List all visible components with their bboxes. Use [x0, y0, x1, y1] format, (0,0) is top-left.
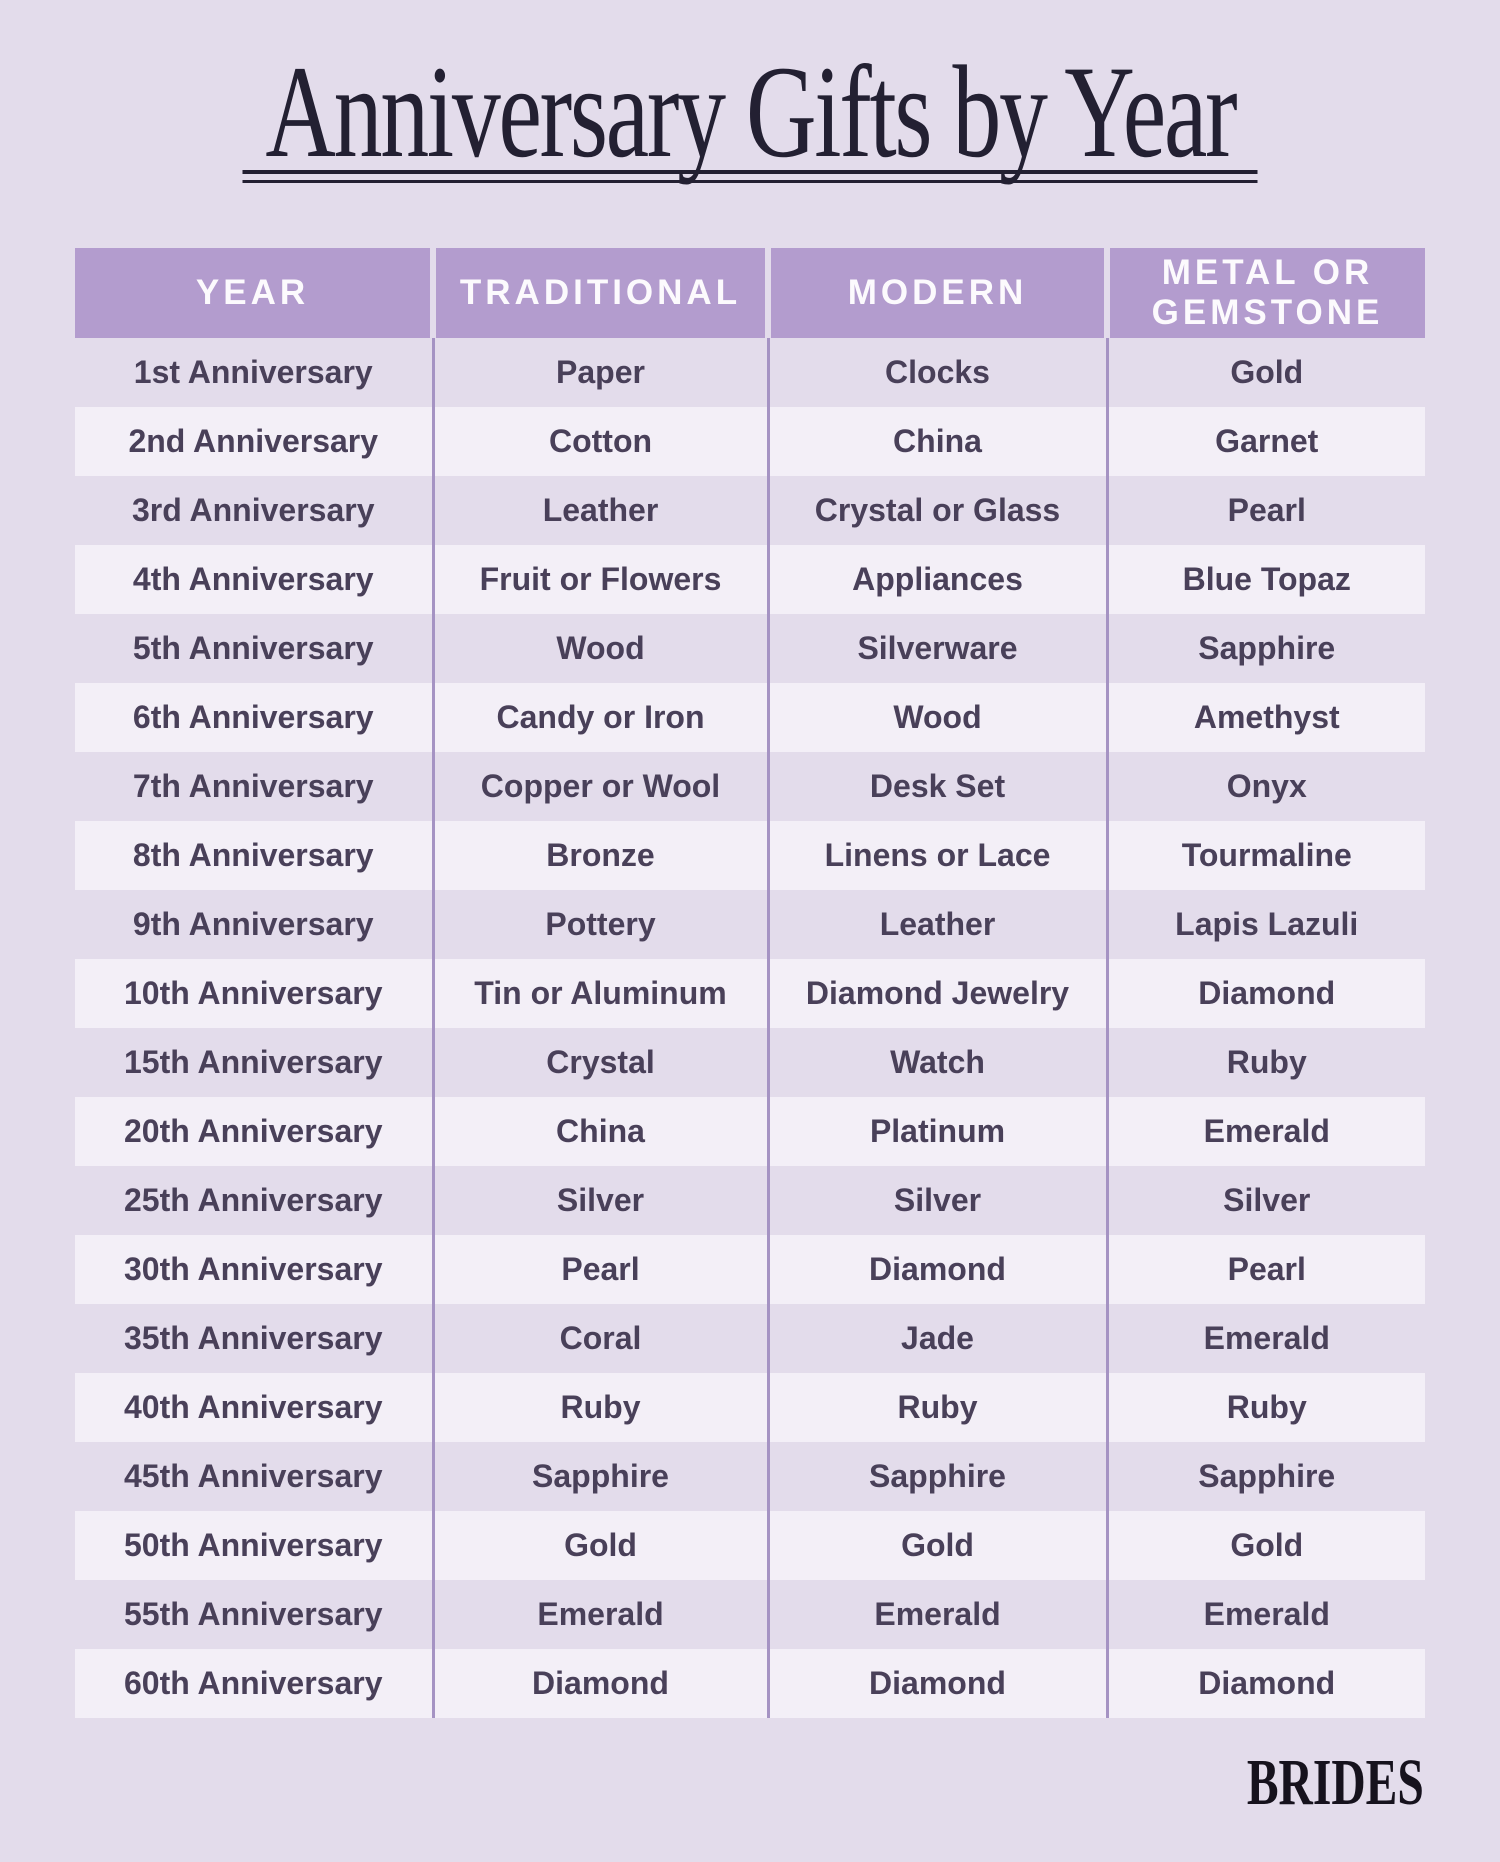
table-row	[75, 1166, 1425, 1235]
year-cell: 3rd Anniversary	[75, 476, 433, 545]
year-cell: 35th Anniversary	[75, 1304, 433, 1373]
traditional-gift-cell: Diamond	[433, 1649, 768, 1718]
modern-gift-cell: Linens or Lace	[768, 821, 1107, 890]
year-cell: 30th Anniversary	[75, 1235, 433, 1304]
table-row	[75, 959, 1425, 1028]
modern-gift-cell: Desk Set	[768, 752, 1107, 821]
metal-gemstone-cell: Blue Topaz	[1182, 561, 1351, 597]
traditional-gift-cell: Emerald	[433, 1580, 768, 1649]
traditional-gift-cell: Fruit or Flowers	[433, 545, 768, 614]
modern-gift-cell: Sapphire	[768, 1442, 1107, 1511]
metal-gemstone-cell: Amethyst	[1193, 699, 1340, 735]
table-row	[75, 614, 1425, 683]
modern-gift-cell: Jade	[768, 1304, 1107, 1373]
traditional-gift-cell: Sapphire	[433, 1442, 768, 1511]
metal-gemstone-cell: Lapis Lazuli	[1175, 906, 1359, 942]
modern-gift-cell: Emerald	[768, 1580, 1107, 1649]
table-row	[75, 476, 1425, 545]
traditional-gift-cell: Candy or Iron	[433, 683, 768, 752]
modern-gift-cell: Clocks	[768, 338, 1107, 407]
table-body	[75, 338, 1425, 1718]
table-row	[75, 1511, 1425, 1580]
metal-gemstone-cell: Diamond	[1198, 975, 1336, 1011]
modern-gift-cell: Leather	[768, 890, 1107, 959]
year-cell: 1st Anniversary	[75, 338, 433, 407]
table-header-row	[75, 248, 1425, 338]
year-cell: 4th Anniversary	[75, 545, 433, 614]
traditional-gift-cell: Paper	[433, 338, 768, 407]
modern-gift-cell: Diamond	[768, 1235, 1107, 1304]
traditional-gift-cell: China	[433, 1097, 768, 1166]
traditional-gift-cell: Coral	[433, 1304, 768, 1373]
table-row	[75, 1442, 1425, 1511]
year-cell: 9th Anniversary	[75, 890, 433, 959]
metal-gemstone-cell: Onyx	[1226, 768, 1307, 804]
modern-gift-cell: Silver	[768, 1166, 1107, 1235]
year-cell: 5th Anniversary	[75, 614, 433, 683]
table-row	[75, 1028, 1425, 1097]
page-title: Anniversary Gifts by Year	[264, 38, 1236, 185]
metal-gemstone-cell: Emerald	[1203, 1596, 1330, 1632]
table-header	[75, 248, 1425, 338]
traditional-gift-cell: Silver	[433, 1166, 768, 1235]
header-cell-metal-gemstone: METAL OR GEMSTONE	[1107, 248, 1425, 338]
modern-gift-cell: Platinum	[768, 1097, 1107, 1166]
table-row	[75, 545, 1425, 614]
modern-gift-cell: Diamond Jewelry	[768, 959, 1107, 1028]
year-cell: 50th Anniversary	[75, 1511, 433, 1580]
metal-gemstone-cell: Diamond	[1198, 1665, 1336, 1701]
traditional-gift-cell: Cotton	[433, 407, 768, 476]
traditional-gift-cell: Copper or Wool	[433, 752, 768, 821]
table-row	[75, 1097, 1425, 1166]
year-cell: 6th Anniversary	[75, 683, 433, 752]
metal-gemstone-cell: Gold	[1230, 354, 1304, 390]
table-row	[75, 1580, 1425, 1649]
brides-logo: BRIDES	[1247, 1746, 1424, 1819]
year-cell: 7th Anniversary	[75, 752, 433, 821]
year-cell: 40th Anniversary	[75, 1373, 433, 1442]
modern-gift-cell: Wood	[768, 683, 1107, 752]
table-row	[75, 1235, 1425, 1304]
metal-gemstone-cell: Silver	[1223, 1182, 1311, 1218]
metal-gemstone-cell: Tourmaline	[1181, 837, 1352, 873]
traditional-gift-cell: Ruby	[433, 1373, 768, 1442]
year-cell: 10th Anniversary	[75, 959, 433, 1028]
table-row	[75, 821, 1425, 890]
table-row	[75, 407, 1425, 476]
traditional-gift-cell: Leather	[433, 476, 768, 545]
year-cell: 15th Anniversary	[75, 1028, 433, 1097]
metal-gemstone-cell: Sapphire	[1198, 1458, 1336, 1494]
year-cell: 25th Anniversary	[75, 1166, 433, 1235]
header-cell-year: YEAR	[75, 248, 433, 338]
metal-gemstone-cell: Emerald	[1203, 1320, 1330, 1356]
table-row	[75, 683, 1425, 752]
traditional-gift-cell: Pottery	[433, 890, 768, 959]
modern-gift-cell: Crystal or Glass	[768, 476, 1107, 545]
modern-gift-cell: Gold	[768, 1511, 1107, 1580]
table-row	[75, 1304, 1425, 1373]
metal-gemstone-cell: Emerald	[1203, 1113, 1330, 1149]
year-cell: 45th Anniversary	[75, 1442, 433, 1511]
table-row	[75, 752, 1425, 821]
anniversary-gifts-table	[75, 248, 1425, 1718]
header-cell-traditional: TRADITIONAL	[433, 248, 768, 338]
modern-gift-cell: Watch	[768, 1028, 1107, 1097]
traditional-gift-cell: Wood	[433, 614, 768, 683]
metal-gemstone-cell: Gold	[1230, 1527, 1304, 1563]
table-row	[75, 338, 1425, 407]
year-cell: 55th Anniversary	[75, 1580, 433, 1649]
year-cell: 20th Anniversary	[75, 1097, 433, 1166]
traditional-gift-cell: Bronze	[433, 821, 768, 890]
table-row	[75, 890, 1425, 959]
metal-gemstone-cell: Ruby	[1226, 1389, 1307, 1425]
traditional-gift-cell: Crystal	[433, 1028, 768, 1097]
metal-gemstone-cell: Sapphire	[1198, 630, 1336, 666]
traditional-gift-cell: Tin or Aluminum	[433, 959, 768, 1028]
header-cell-modern: MODERN	[768, 248, 1107, 338]
year-cell: 2nd Anniversary	[75, 407, 433, 476]
year-cell: 8th Anniversary	[75, 821, 433, 890]
traditional-gift-cell: Pearl	[433, 1235, 768, 1304]
metal-gemstone-cell: Pearl	[1227, 492, 1306, 528]
modern-gift-cell: Appliances	[768, 545, 1107, 614]
traditional-gift-cell: Gold	[433, 1511, 768, 1580]
modern-gift-cell: Ruby	[768, 1373, 1107, 1442]
modern-gift-cell: Silverware	[768, 614, 1107, 683]
year-cell: 60th Anniversary	[75, 1649, 433, 1718]
metal-gemstone-cell: Garnet	[1215, 423, 1319, 459]
modern-gift-cell: Diamond	[768, 1649, 1107, 1718]
table-row	[75, 1373, 1425, 1442]
title-block	[0, 34, 1500, 190]
metal-gemstone-cell: Pearl	[1227, 1251, 1306, 1287]
metal-gemstone-cell: Ruby	[1226, 1044, 1307, 1080]
table-row	[75, 1649, 1425, 1718]
modern-gift-cell: China	[768, 407, 1107, 476]
